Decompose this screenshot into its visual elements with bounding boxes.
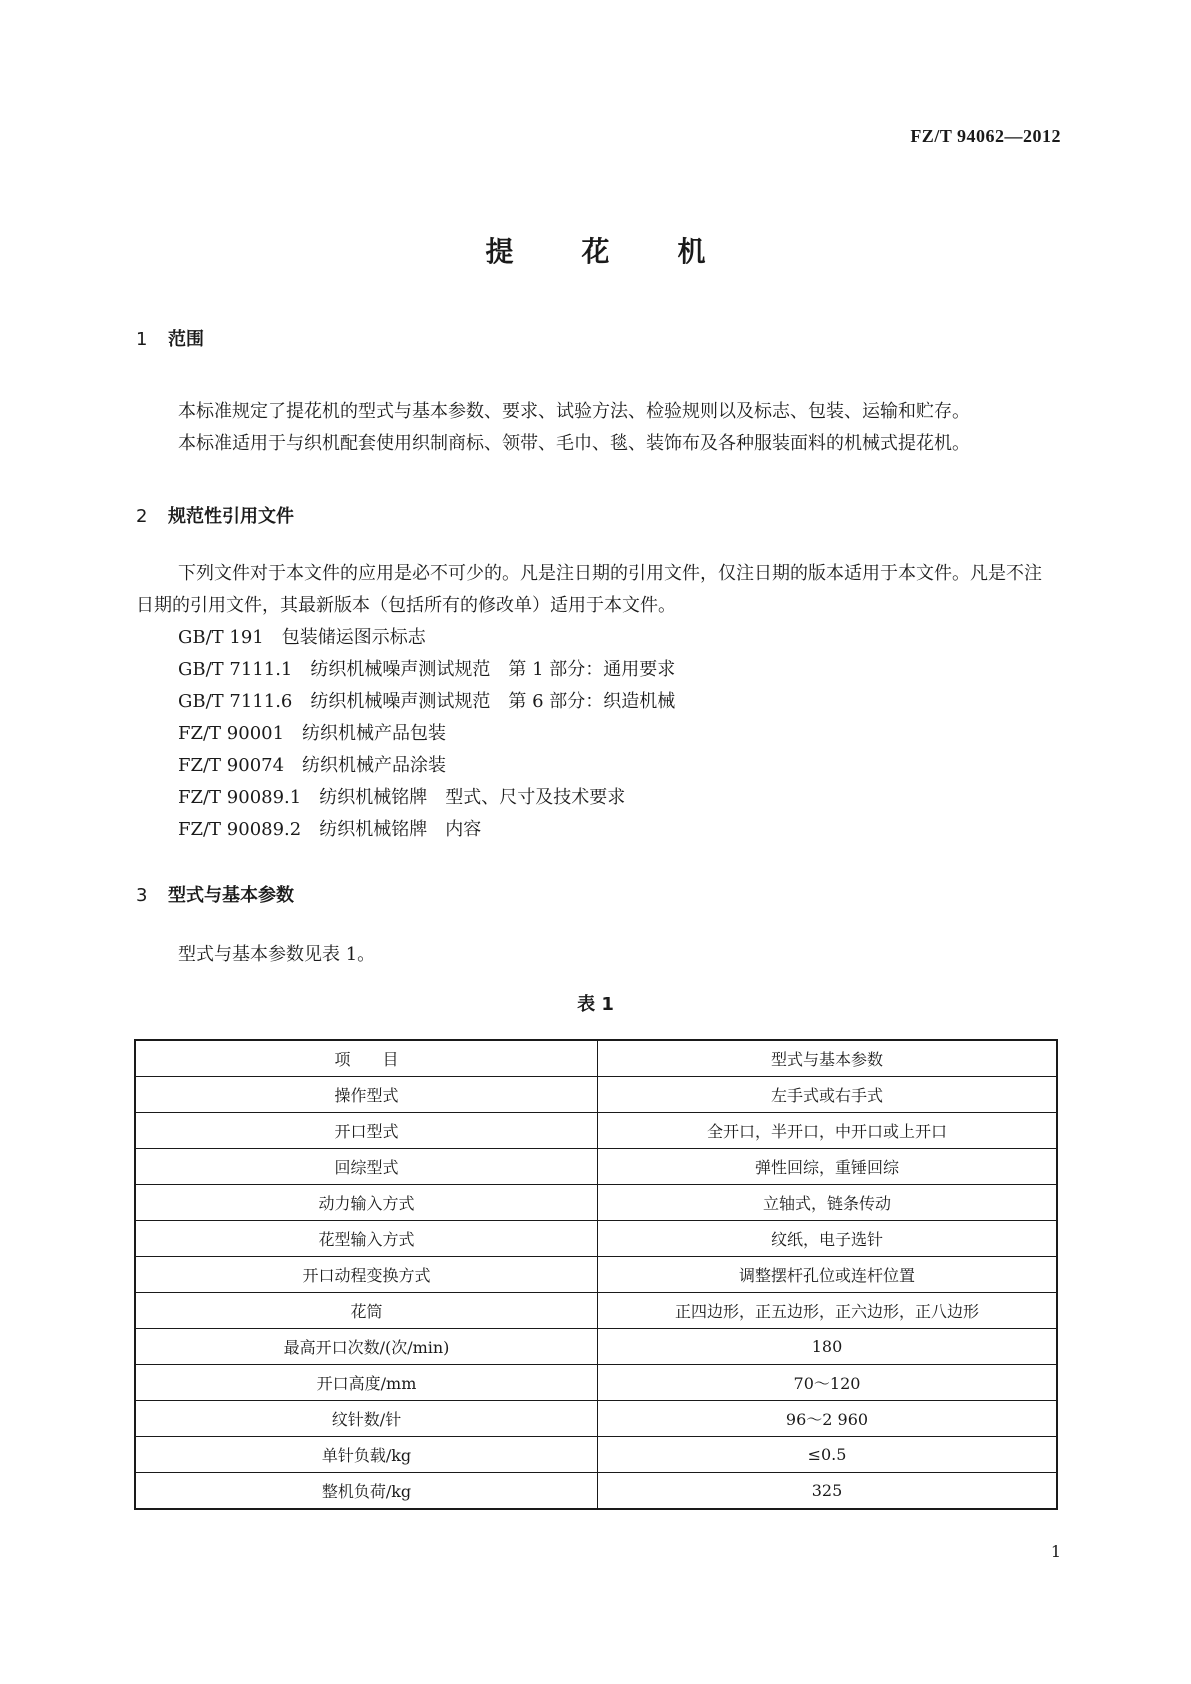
section-title: 范围: [168, 329, 204, 350]
table-row: [135, 1365, 1057, 1401]
section-number: 2: [136, 506, 148, 527]
table-cell: 180: [598, 1329, 1058, 1365]
table-row: [135, 1185, 1057, 1221]
table-row: [135, 1293, 1057, 1329]
table-cell: 调整摆杆孔位或连杆位置: [598, 1257, 1058, 1293]
standard-number: FZ/T 94062—2012: [910, 126, 1061, 146]
table-row: [135, 1437, 1057, 1473]
reference-item: GB/T 7111.6 纺织机械噪声测试规范 第 6 部分：织造机械: [178, 691, 676, 712]
table-caption: 表 1: [577, 994, 614, 1015]
table-cell: 左手式或右手式: [598, 1077, 1058, 1113]
table-cell: 96～2 960: [598, 1401, 1058, 1437]
reference-item: FZ/T 90001 纺织机械产品包装: [178, 723, 447, 744]
paragraph: 下列文件对于本文件的应用是必不可少的。凡是注日期的引用文件，仅注日期的版本适用于本文件。凡是不注日期的引用文件，其最新版本（包括所有的修改单）适用于本文件。: [136, 563, 1042, 616]
table-row: [135, 1473, 1057, 1510]
section-heading-scope: [136, 325, 204, 351]
table-row: [135, 1329, 1057, 1365]
table-cell: 花筒: [135, 1293, 598, 1329]
paragraph: 型式与基本参数见表 1。: [178, 944, 376, 965]
table-cell: 整机负荷/kg: [135, 1473, 598, 1510]
reference-item: GB/T 7111.1 纺织机械噪声测试规范 第 1 部分：通用要求: [178, 659, 676, 680]
document-title: [0, 230, 1191, 270]
table-cell: 弹性回综，重锤回综: [598, 1149, 1058, 1185]
table-row: [135, 1221, 1057, 1257]
table-cell: 操作型式: [135, 1077, 598, 1113]
section-title: 型式与基本参数: [168, 885, 294, 906]
table-cell: 正四边形，正五边形，正六边形，正八边形: [598, 1293, 1058, 1329]
table-header-row: [135, 1040, 1057, 1077]
reference-item: FZ/T 90074 纺织机械产品涂装: [178, 755, 447, 776]
reference-item: FZ/T 90089.1 纺织机械铭牌 型式、尺寸及技术要求: [178, 787, 626, 808]
title-char: 机: [677, 235, 706, 268]
paragraph: 本标准规定了提花机的型式与基本参数、要求、试验方法、检验规则以及标志、包装、运输和贮存。: [178, 401, 970, 422]
table-cell: 开口型式: [135, 1113, 598, 1149]
table-row: [135, 1149, 1057, 1185]
section-title: 规范性引用文件: [168, 506, 294, 527]
table-cell: 全开口，半开口，中开口或上开口: [598, 1113, 1058, 1149]
table-row: [135, 1401, 1057, 1437]
section-number: 3: [136, 885, 148, 906]
title-char: 提: [485, 235, 514, 268]
reference-item: FZ/T 90089.2 纺织机械铭牌 内容: [178, 819, 482, 840]
table-cell: 纹纸，电子选针: [598, 1221, 1058, 1257]
section-heading-types-parameters: [136, 881, 294, 907]
paragraph: 本标准适用于与织机配套使用织制商标、领带、毛巾、毯、装饰布及各种服装面料的机械式提花机。: [178, 433, 970, 454]
table-cell: 最高开口次数/(次/min): [135, 1329, 598, 1365]
parameters-table: [134, 1039, 1058, 1510]
table-cell: 立轴式，链条传动: [598, 1185, 1058, 1221]
reference-item: GB/T 191 包装储运图示标志: [178, 627, 426, 648]
table-cell: 动力输入方式: [135, 1185, 598, 1221]
table-cell: ≤0.5: [598, 1437, 1058, 1473]
table-cell: 回综型式: [135, 1149, 598, 1185]
table-cell: 花型输入方式: [135, 1221, 598, 1257]
table-cell: 325: [598, 1473, 1058, 1510]
table-cell: 70～120: [598, 1365, 1058, 1401]
table-cell: 开口动程变换方式: [135, 1257, 598, 1293]
table-cell: 纹针数/针: [135, 1401, 598, 1437]
table-cell: 开口高度/mm: [135, 1365, 598, 1401]
page-number: 1: [1050, 1542, 1061, 1561]
table-header-cell: 型式与基本参数: [598, 1040, 1058, 1077]
table-header-cell: 项 目: [135, 1040, 598, 1077]
title-char: 花: [581, 235, 610, 268]
table-cell: 单针负载/kg: [135, 1437, 598, 1473]
table-row: [135, 1113, 1057, 1149]
table-row: [135, 1257, 1057, 1293]
table-row: [135, 1077, 1057, 1113]
section-heading-normative-references: [136, 502, 294, 528]
section-number: 1: [136, 329, 148, 350]
